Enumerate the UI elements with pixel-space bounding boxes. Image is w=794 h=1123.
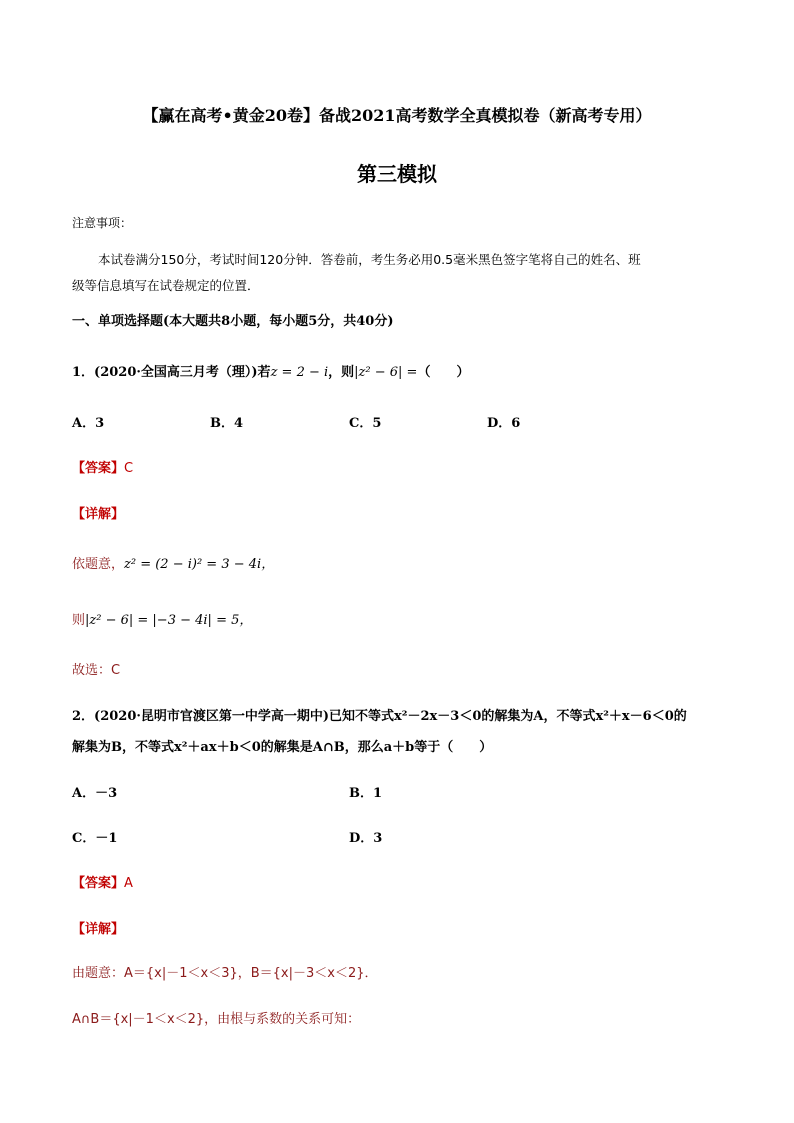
q1-suffix: （ ） xyxy=(417,365,470,380)
q2-option-d: D．3 xyxy=(349,831,383,846)
document-title: 【赢在高考•黄金20卷】备战2021高考数学全真模拟卷（新高考专用） xyxy=(142,106,652,125)
q1-answer-value: C xyxy=(124,461,134,476)
q2-answer-value: A xyxy=(124,876,133,891)
q1-conclusion: 故选：C xyxy=(72,663,121,678)
q2-answer xyxy=(72,872,133,891)
q1-step-2 xyxy=(72,609,252,628)
q1-mid: ，则 xyxy=(328,365,355,380)
q2-option-c: C．－1 xyxy=(72,831,118,846)
q2-detail-tag: 【详解】 xyxy=(72,922,125,937)
document-subtitle: 第三模拟 xyxy=(357,162,437,186)
question-2-stem-line-2: 解集为B，不等式x²＋ax＋b＜0的解集是A∩B，那么a＋b等于（ ） xyxy=(72,740,493,755)
q1-option-b: B．4 xyxy=(210,416,244,431)
q2-option-b: B．1 xyxy=(349,786,383,801)
q1-step-2-text: 则 xyxy=(72,613,86,628)
q2-option-a: A．－3 xyxy=(72,786,118,801)
q1-step-2-math: |z² − 6| = |−3 − 4i| = 5， xyxy=(85,613,253,628)
q1-condition-math: z = 2 − i xyxy=(270,365,329,380)
question-2-stem-line-1: 2．(2020·昆明市官渡区第一中学高一期中)已知不等式x²－2x－3＜0的解集为A，不等式x²＋x－6＜0的 xyxy=(72,709,687,724)
q1-step-1 xyxy=(72,553,274,572)
q1-option-a: A．3 xyxy=(72,416,105,431)
q1-option-c: C．5 xyxy=(349,416,382,431)
q1-detail-tag: 【详解】 xyxy=(72,507,125,522)
q1-step-1-text: 依题意， xyxy=(72,557,125,572)
section-heading-single-choice: 一、单项选择题(本大题共8小题，每小题5分，共40分) xyxy=(72,314,394,329)
q1-expression-math: |z² − 6| = xyxy=(354,365,418,380)
notice-heading: 注意事项： xyxy=(72,216,133,230)
q1-option-d: D．6 xyxy=(487,416,521,431)
q1-prefix: 1．(2020·全国高三月考（理）)若 xyxy=(72,365,271,380)
q1-answer-tag: 【答案】 xyxy=(72,461,125,476)
q1-answer xyxy=(72,457,133,476)
notice-line-1: 本试卷满分150分，考试时间120分钟．答卷前，考生务必用0.5毫米黑色签字笔将自己的姓名、班 xyxy=(98,252,641,267)
notice-line-2: 级等信息填写在试卷规定的位置． xyxy=(72,278,260,293)
q1-step-1-math: z² = (2 − i)² = 3 − 4i， xyxy=(124,557,275,572)
q2-answer-tag: 【答案】 xyxy=(72,876,125,891)
q2-step-2: A∩B＝{x|－1＜x＜2}，由根与系数的关系可知： xyxy=(72,1012,361,1027)
q2-step-1: 由题意：A＝{x|－1＜x＜3}，B＝{x|－3＜x＜2}． xyxy=(72,966,378,981)
question-1-stem xyxy=(72,361,469,380)
